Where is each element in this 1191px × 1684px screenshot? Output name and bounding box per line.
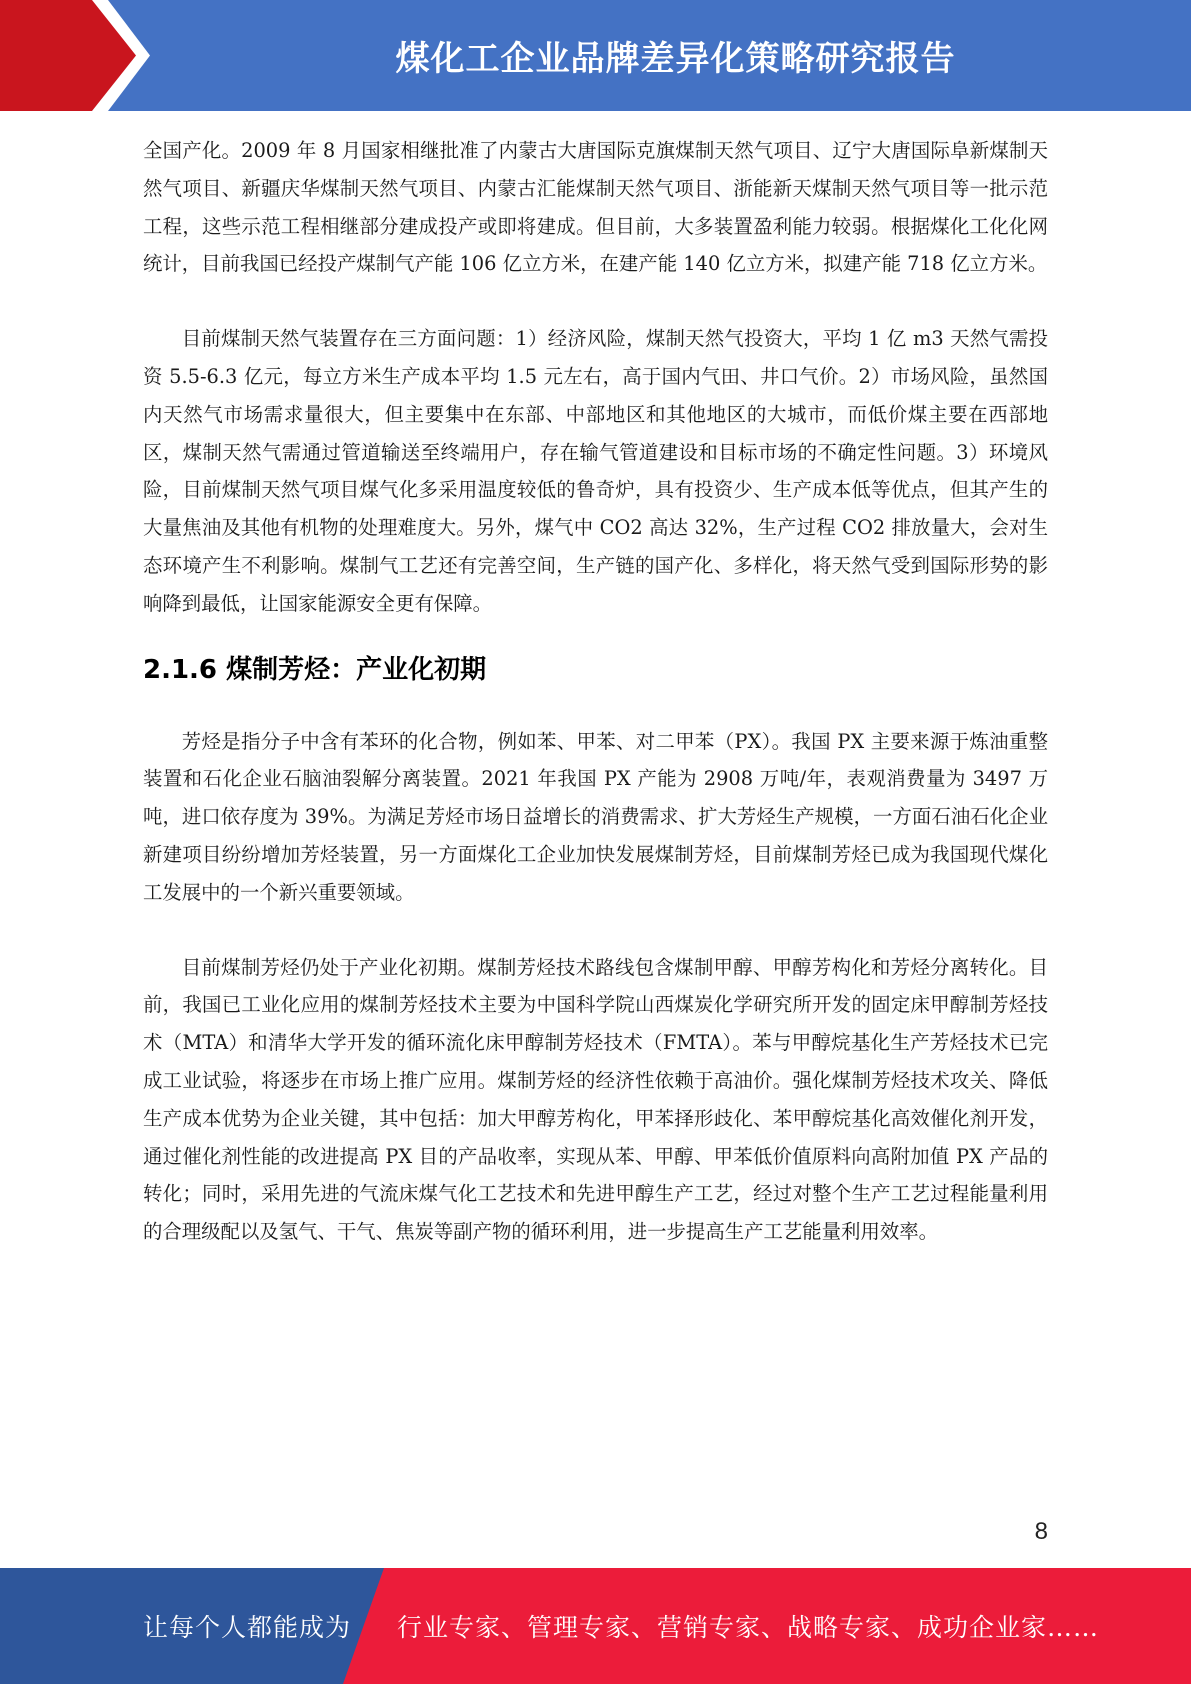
paragraph-aromatics-intro: 芳烃是指分子中含有苯环的化合物，例如苯、甲苯、对二甲苯（PX）。我国 PX 主要来源于炼油重整装置和石化企业石脑油裂解分离装置。2021 年我国 PX 产能为 2908 万吨/年，表观消费量为 3497 万吨，进口依存度为 39%。为满足芳烃市场日益增长的消费需求、扩大芳烃生产规模，一方面石油石化企业新建项目纷纷增加芳烃装置，另一方面煤化工企业加快发展煤制芳烃，目前煤制芳烃已成为我国现代煤化工发展中的一个新兴重要领域。: [143, 729, 1048, 904]
page-content: [143, 132, 1048, 1251]
section-heading: 2.1.6 煤制芳烃：产业化初期: [143, 654, 487, 685]
paragraph-coal-gas-status: 全国产化。2009 年 8 月国家相继批准了内蒙古大唐国际克旗煤制天然气项目、辽宁大唐国际阜新煤制天然气项目、新疆庆华煤制天然气项目、内蒙古汇能煤制天然气项目、浙能新天煤制天然气项目等一批示范工程，这些示范工程相继部分建成投产或即将建成。但目前，大多装置盈利能力较弱。根据煤化工化化网统计，目前我国已经投产煤制气产能 106 亿立方米，在建产能 140 亿立方米，拟建产能 718 亿立方米。: [143, 139, 1048, 276]
document-title: 煤化工企业品牌差异化策略研究报告: [395, 39, 956, 79]
page-number: 8: [1034, 1518, 1048, 1545]
paragraph-aromatics-technology: 目前煤制芳烃仍处于产业化初期。煤制芳烃技术路线包含煤制甲醇、甲醇芳构化和芳烃分离转化。目前，我国已工业化应用的煤制芳烃技术主要为中国科学院山西煤炭化学研究所开发的固定床甲醇制芳烃技术（MTA）和清华大学开发的循环流化床甲醇制芳烃技术（FMTA）。苯与甲醇烷基化生产芳烃技术已完成工业试验，将逐步在市场上推广应用。煤制芳烃的经济性依赖于高油价。强化煤制芳烃技术攻关、降低生产成本优势为企业关键，其中包括：加大甲醇芳构化，甲苯择形歧化、苯甲醇烷基化高效催化剂开发，通过催化剂性能的改进提高 PX 目的产品收率，实现从苯、甲醇、甲苯低价值原料向高附加值 PX 产品的转化；同时，采用先进的气流床煤气化工艺技术和先进甲醇生产工艺，经过对整个生产工艺过程能量利用的合理级配以及氢气、干气、焦炭等副产物的循环利用，进一步提高生产工艺能量利用效率。: [143, 955, 1048, 1244]
page-footer: [0, 1568, 1191, 1684]
page-header: [0, 0, 1191, 111]
footer-slogan-left: 让每个人都能成为: [143, 1613, 352, 1642]
footer-slogan-right: 行业专家、管理专家、营销专家、战略专家、成功企业家……: [397, 1613, 1100, 1642]
paragraph-coal-gas-risks: 目前煤制天然气装置存在三方面问题：1）经济风险，煤制天然气投资大，平均 1 亿 m3 天然气需投资 5.5-6.3 亿元，每立方米生产成本平均 1.5 元左右，高于国内气田、井口气价。2）市场风险，虽然国内天然气市场需求量很大，但主要集中在东部、中部地区和其他地区的大城市，而低价煤主要在西部地区，煤制天然气需通过管道输送至终端用户，存在输气管道建设和目标市场的不确定性问题。3）环境风险，目前煤制天然气项目煤气化多采用温度较低的鲁奇炉，具有投资少、生产成本低等优点，但其产生的大量焦油及其他有机物的处理难度大。另外，煤气中 CO2 高达 32%，生产过程 CO2 排放量大，会对生态环境产生不利影响。煤制气工艺还有完善空间，生产链的国产化、多样化，将天然气受到国际形势的影响降到最低，让国家能源安全更有保障。: [143, 327, 1048, 615]
